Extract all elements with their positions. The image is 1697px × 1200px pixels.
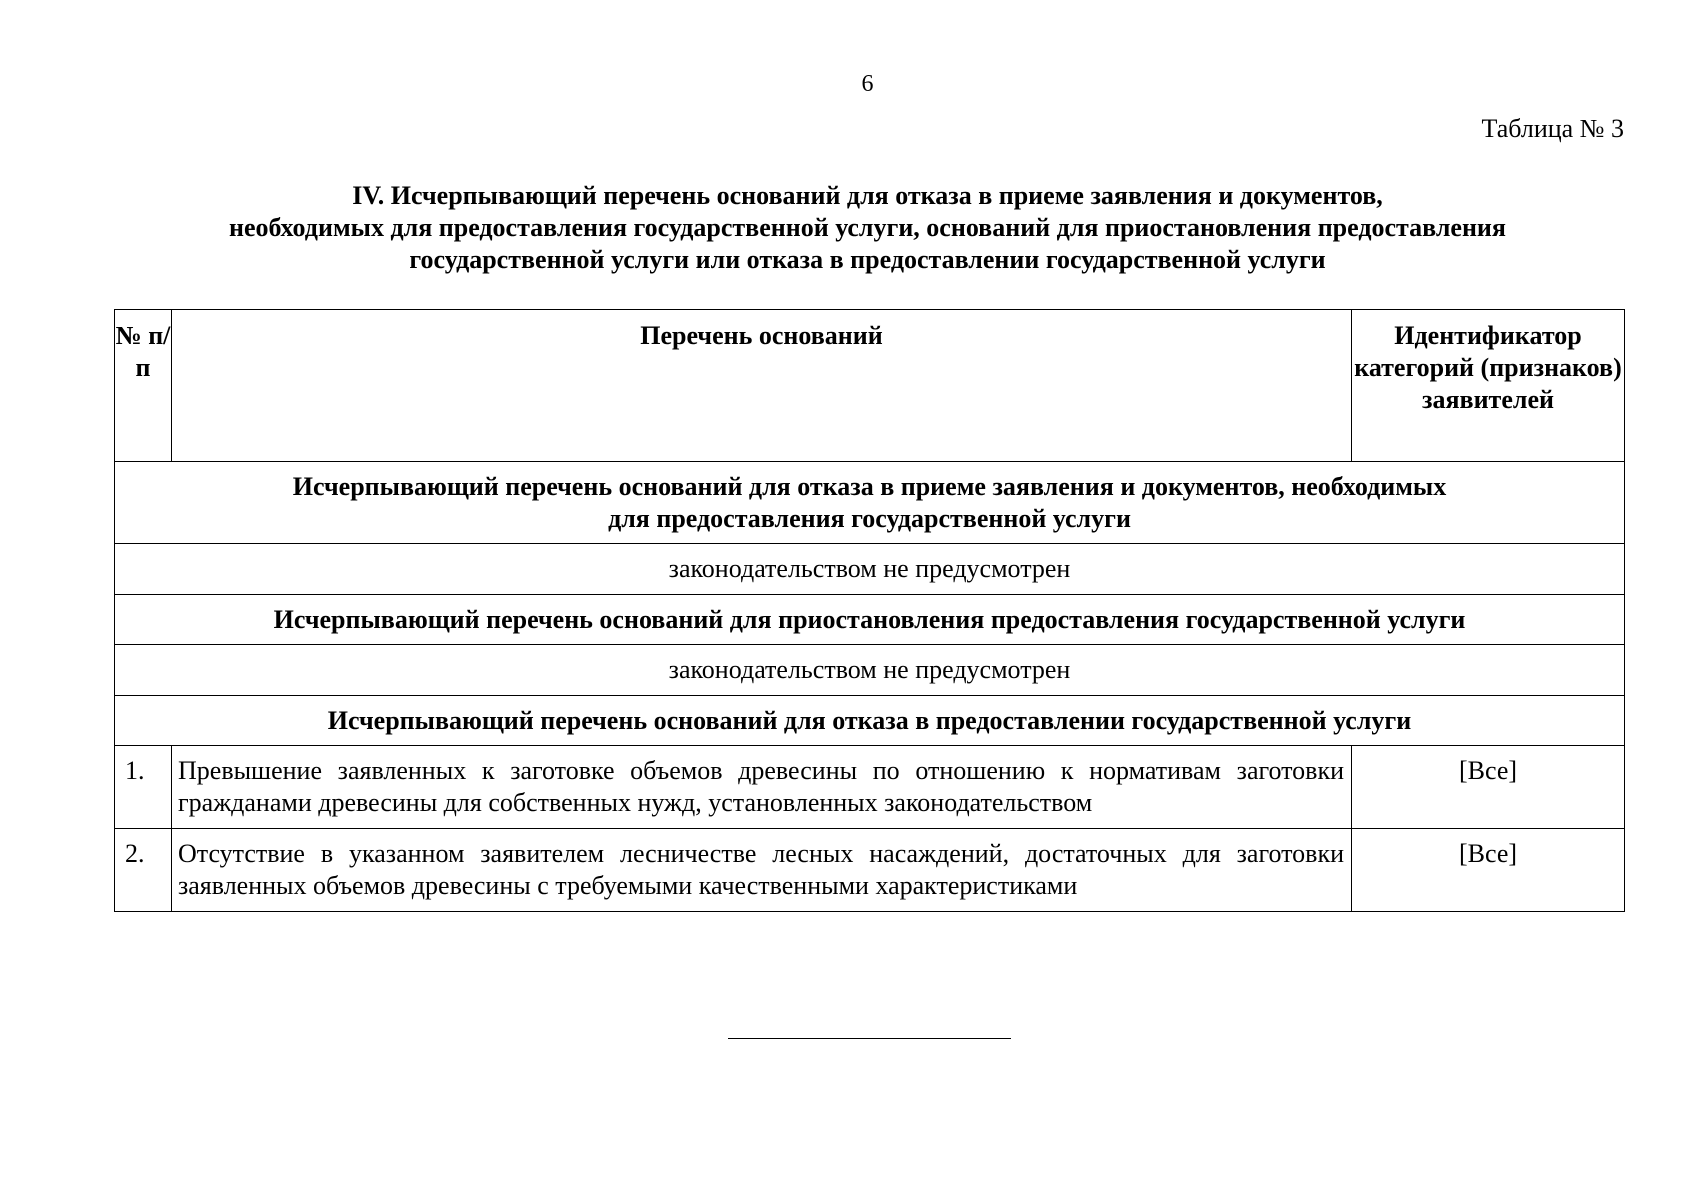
header-reasons: Перечень оснований [172, 310, 1352, 462]
section-2-title [115, 595, 1625, 645]
row-identifier: [Все] [1352, 829, 1625, 912]
section-2-title-text: Исчерпывающий перечень оснований для приостановления предоставления государственной услуги [273, 605, 1466, 634]
section-1-value: законодательством не предусмотрен [115, 544, 1625, 595]
row-text: Превышение заявленных к заготовке объемов древесины по отношению к нормативам заготовки гражданами древесины для собственных нужд, установленных законодательством [172, 746, 1352, 829]
section-3-title-text: Исчерпывающий перечень оснований для отказа в предоставлении государственной услуги [327, 706, 1412, 735]
section-1-title [115, 462, 1625, 544]
grounds-table [114, 309, 1625, 912]
table-row [115, 746, 1625, 829]
section-3-title [115, 696, 1625, 746]
section-title-line-2: необходимых для предоставления государственной услуги, оснований для приостановления предоставления [229, 213, 1506, 242]
section-title-line-1: IV. Исчерпывающий перечень оснований для отказа в приеме заявления и документов, [352, 181, 1383, 210]
footnote-separator-line [728, 1038, 1011, 1039]
section-title [115, 180, 1620, 276]
table-header-row [115, 310, 1625, 462]
table-row [115, 829, 1625, 912]
section-1-title-line-2: для предоставления государственной услуги [608, 504, 1131, 533]
table-label: Таблица № 3 [1481, 114, 1624, 143]
section-2-title-row [115, 595, 1625, 645]
section-title-line-3: государственной услуги или отказа в предоставлении государственной услуги [409, 245, 1326, 274]
section-1-title-line-1: Исчерпывающий перечень оснований для отказа в приеме заявления и документов, необходимых [292, 472, 1447, 501]
row-identifier: [Все] [1352, 746, 1625, 829]
page-number: 6 [861, 71, 874, 97]
row-number: 1. [115, 746, 172, 829]
header-number: № п/п [115, 310, 172, 462]
section-2-value-row [115, 645, 1625, 696]
section-1-value-row [115, 544, 1625, 595]
section-1-title-row [115, 462, 1625, 544]
row-text: Отсутствие в указанном заявителем лесничестве лесных насаждений, достаточных для заготовки заявленных объемов древесины с требуемыми качественными характеристиками [172, 829, 1352, 912]
header-identifier: Идентификатор категорий (признаков) заявителей [1352, 310, 1625, 462]
section-3-title-row [115, 696, 1625, 746]
section-2-value: законодательством не предусмотрен [115, 645, 1625, 696]
row-number: 2. [115, 829, 172, 912]
